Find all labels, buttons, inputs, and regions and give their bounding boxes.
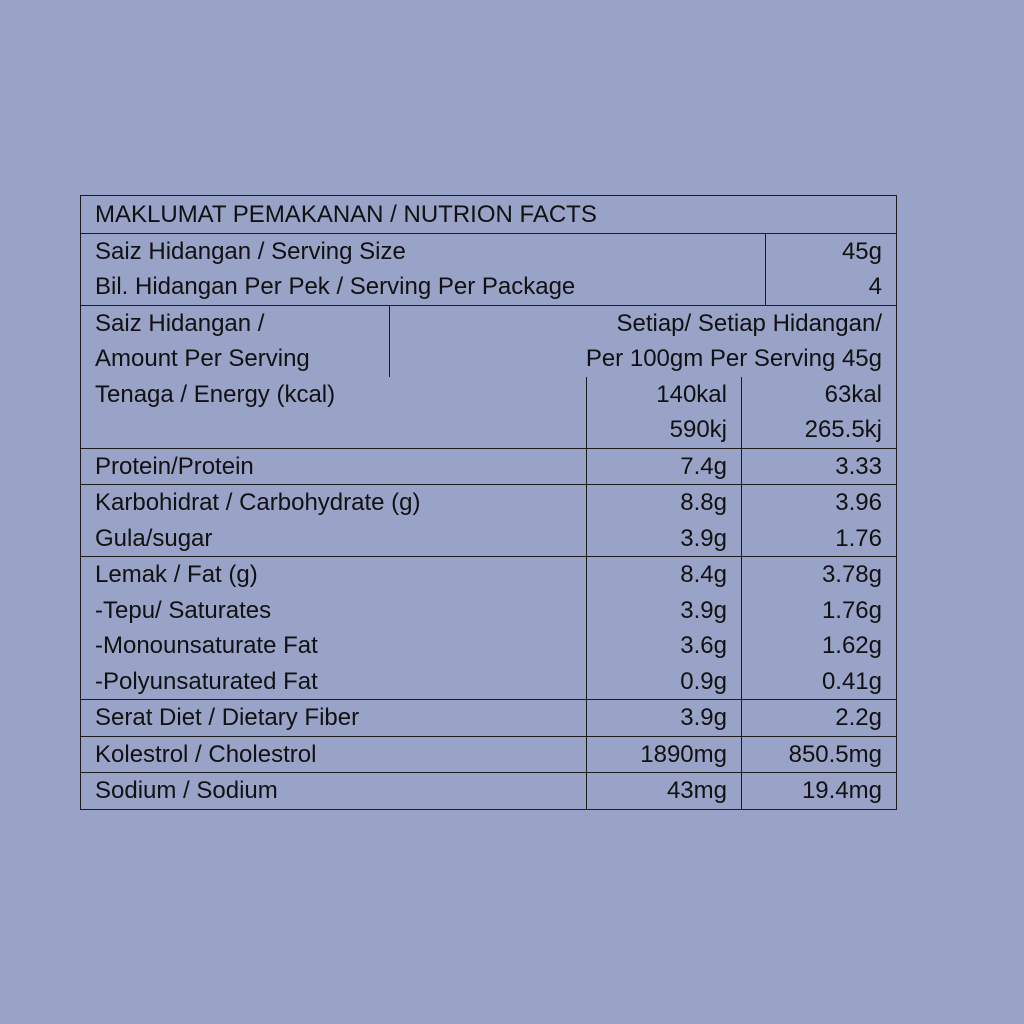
nutrient-value: 1.76	[835, 524, 882, 552]
nutrient-value: 140kal	[656, 380, 727, 408]
nutrient-group-row	[81, 448, 896, 485]
nutrient-value: 0.9g	[680, 667, 727, 695]
serving-row	[81, 233, 896, 305]
nutrient-value: 3.9g	[680, 704, 727, 731]
nutrient-group-row	[81, 736, 896, 773]
amount-value-line1: Setiap/ Setiap Hidangan/	[616, 309, 882, 337]
nutrient-value: 43mg	[666, 777, 727, 804]
amount-label-line2: Amount Per Serving	[95, 345, 310, 372]
amount-header-label	[81, 306, 389, 377]
nutrient-value: 8.4g	[680, 561, 727, 588]
nutrient-value: 7.4g	[680, 452, 727, 480]
serving-labels	[81, 234, 765, 305]
serving-size-value: 45g	[841, 237, 882, 265]
nutrient-label: -Tepu/ Saturates	[95, 596, 272, 624]
serving-per-pack-label: Bil. Hidangan Per Pek / Serving Per Package	[95, 273, 576, 300]
nutrient-group-row	[81, 556, 896, 699]
nutrient-value: 0.41g	[821, 667, 882, 695]
nutrient-label: Protein/Protein	[95, 452, 254, 480]
nutrient-value: 2.2g	[835, 704, 882, 731]
nutrient-value: 590kj	[669, 416, 727, 443]
nutrient-label: Lemak / Fat (g)	[95, 561, 258, 588]
serving-values	[765, 234, 896, 305]
nutrient-group-row	[81, 377, 896, 448]
amount-header-row	[81, 305, 896, 377]
nutrient-label-cell	[81, 485, 586, 556]
nutrient-label: Tenaga / Energy (kcal)	[95, 380, 336, 408]
nutrient-group-row	[81, 484, 896, 556]
nutrient-value: 19.4mg	[801, 777, 882, 804]
nutrient-label: -Monounsaturate Fat	[95, 632, 318, 659]
nutrient-label-cell	[81, 773, 586, 809]
nutrition-title: MAKLUMAT PEMAKANAN / NUTRION FACTS	[95, 201, 597, 228]
nutrient-value: 3.9g	[680, 596, 727, 624]
nutrient-label: Kolestrol / Cholestrol	[95, 740, 317, 768]
per-100g-cell	[586, 485, 741, 556]
title-row	[81, 196, 896, 233]
nutrient-label: Serat Diet / Dietary Fiber	[95, 704, 360, 731]
per-serving-cell	[741, 485, 896, 556]
nutrient-group-row	[81, 699, 896, 736]
nutrient-label-cell	[81, 449, 586, 485]
nutrient-label: Sodium / Sodium	[95, 777, 278, 804]
per-serving-cell	[741, 700, 896, 736]
nutrient-value: 3.33	[835, 452, 882, 480]
nutrient-value: 3.6g	[680, 632, 727, 659]
amount-header-values	[389, 306, 896, 377]
per-100g-cell	[586, 449, 741, 485]
per-100g-cell	[586, 773, 741, 809]
per-serving-cell	[741, 377, 896, 448]
per-100g-cell	[586, 737, 741, 773]
nutrient-label: Gula/sugar	[95, 524, 213, 552]
nutrient-label: -Polyunsaturated Fat	[95, 667, 318, 695]
nutrient-value: 8.8g	[680, 489, 727, 516]
nutrient-group-row	[81, 772, 896, 809]
nutrient-value: 1.62g	[821, 632, 882, 659]
nutrient-value: 850.5mg	[788, 740, 882, 768]
amount-value-line2: Per 100gm Per Serving 45g	[585, 345, 882, 372]
nutrient-value: 63kal	[824, 380, 882, 408]
nutrient-value: 3.78g	[821, 561, 882, 588]
per-100g-cell	[586, 700, 741, 736]
nutrient-label-cell	[81, 557, 586, 699]
nutrient-value: 1.76g	[821, 596, 882, 624]
per-serving-cell	[741, 737, 896, 773]
nutrient-label-cell	[81, 377, 586, 448]
per-100g-cell	[586, 557, 741, 699]
nutrient-label: Karbohidrat / Carbohydrate (g)	[95, 489, 421, 516]
nutrient-value: 3.9g	[680, 524, 727, 552]
nutrient-value: 1890mg	[640, 740, 727, 768]
nutrient-value: 265.5kj	[804, 416, 882, 443]
amount-label-line1: Saiz Hidangan /	[95, 309, 265, 337]
serving-size-label: Saiz Hidangan / Serving Size	[95, 237, 406, 265]
per-serving-cell	[741, 449, 896, 485]
per-serving-cell	[741, 557, 896, 699]
nutrient-label	[95, 412, 572, 448]
nutrient-groups	[81, 377, 896, 809]
serving-per-pack-value: 4	[868, 273, 882, 300]
nutrient-label-cell	[81, 737, 586, 773]
nutrient-value: 3.96	[835, 489, 882, 516]
nutrient-label-cell	[81, 700, 586, 736]
per-serving-cell	[741, 773, 896, 809]
nutrition-facts-panel	[80, 195, 897, 810]
per-100g-cell	[586, 377, 741, 448]
